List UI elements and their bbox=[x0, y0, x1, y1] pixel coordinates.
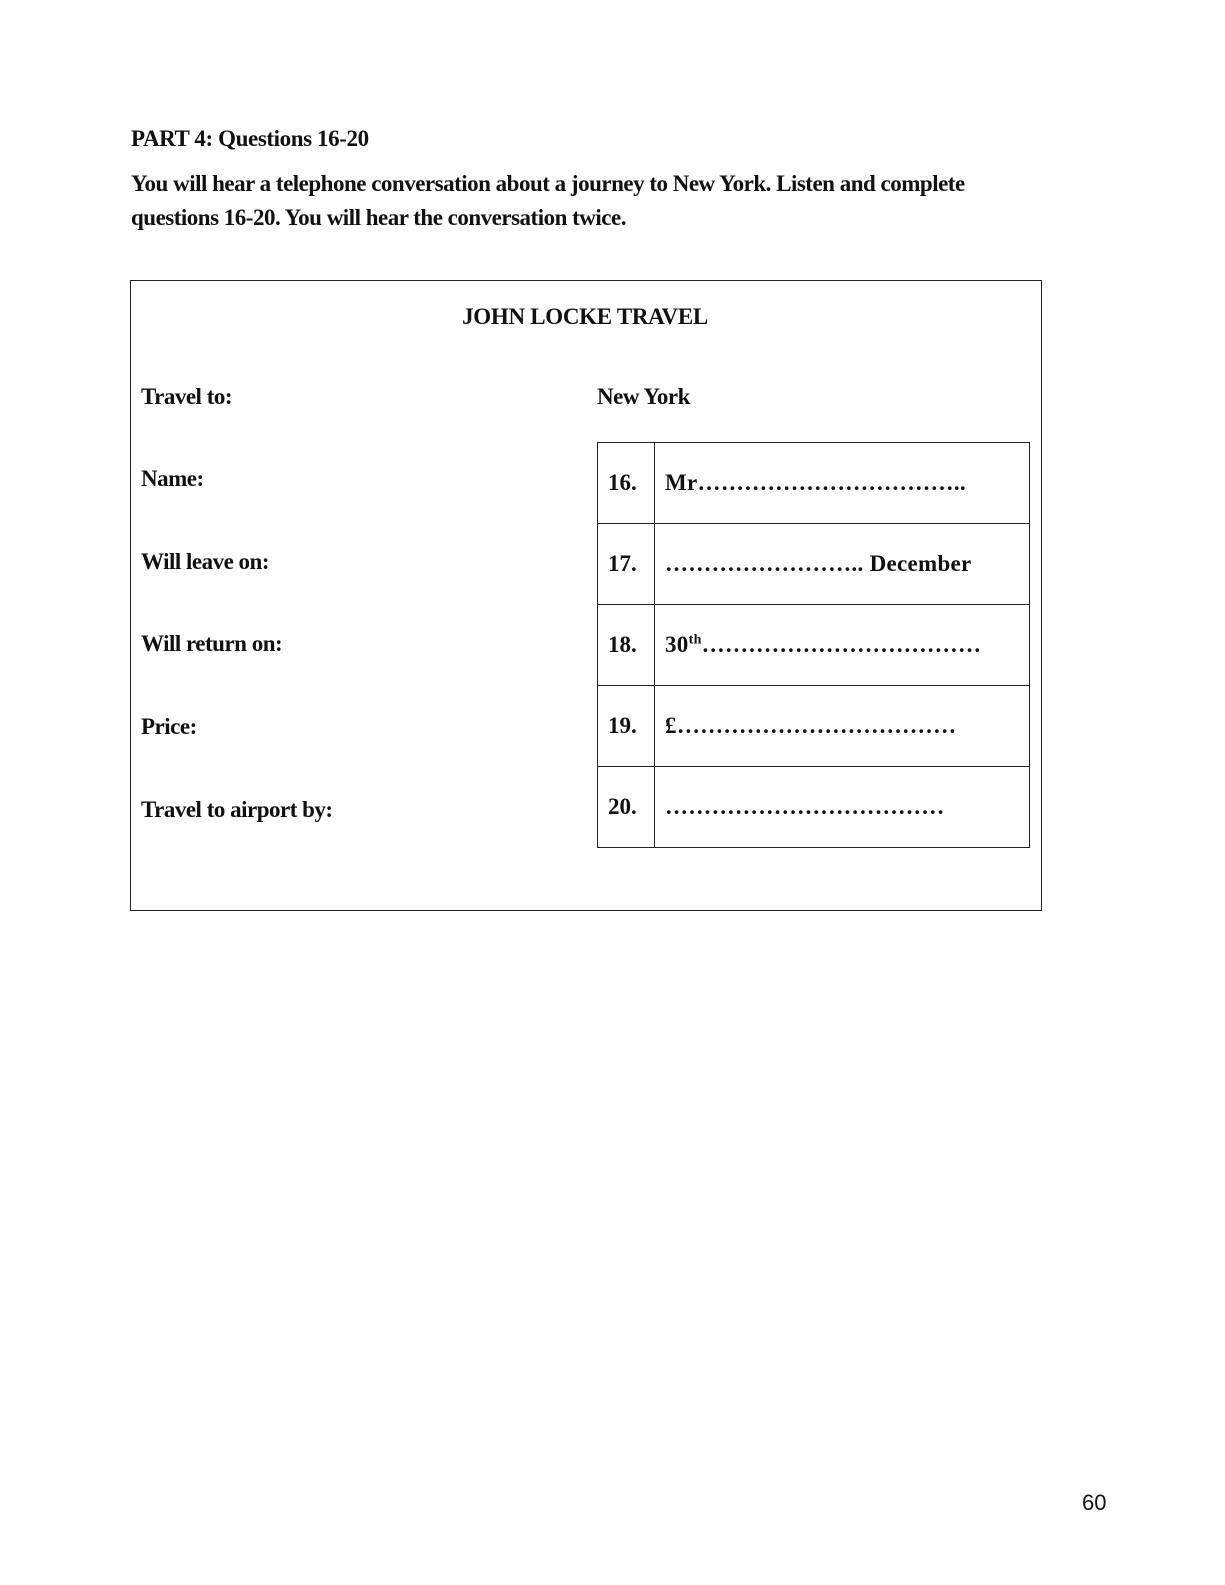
currency-symbol: £ bbox=[665, 713, 677, 738]
answer-field-return-date[interactable] bbox=[655, 605, 1030, 686]
answer-row-19 bbox=[598, 686, 1030, 767]
answer-prefix: Mr bbox=[665, 470, 698, 495]
question-number: 17. bbox=[598, 524, 655, 605]
answer-row-18 bbox=[598, 605, 1030, 686]
instructions bbox=[131, 167, 1051, 235]
answer-blank: …………………….. bbox=[665, 551, 870, 576]
travel-to-label: Travel to: bbox=[141, 384, 233, 409]
question-number: 16. bbox=[598, 443, 655, 524]
return-date-label: Will return on: bbox=[141, 631, 283, 656]
instruction-line-1: You will hear a telephone conversation about a journey to New York. Listen and complete bbox=[131, 171, 965, 196]
instruction-line-2: questions 16-20. You will hear the conversation twice. bbox=[131, 205, 626, 230]
name-label: Name: bbox=[141, 466, 204, 491]
answer-row-17 bbox=[598, 524, 1030, 605]
answer-row-16 bbox=[598, 443, 1030, 524]
question-number: 19. bbox=[598, 686, 655, 767]
answer-blank: …………………………….. bbox=[697, 470, 966, 495]
answer-prefix: 30 bbox=[665, 632, 689, 657]
travel-to-value: New York bbox=[597, 384, 690, 409]
part-heading: PART 4: Questions 16-20 bbox=[131, 126, 369, 151]
answer-field-transport[interactable] bbox=[655, 767, 1030, 848]
answer-blank: ……………………………… bbox=[701, 632, 982, 657]
form-title: JOHN LOCKE TRAVEL bbox=[462, 304, 708, 329]
price-label: Price: bbox=[141, 714, 197, 739]
answer-field-name[interactable] bbox=[655, 443, 1030, 524]
answer-row-20 bbox=[598, 767, 1030, 848]
question-number: 20. bbox=[598, 767, 655, 848]
answer-table bbox=[597, 442, 1030, 848]
answer-field-leave-date[interactable] bbox=[655, 524, 1030, 605]
answer-blank: ……………………………… bbox=[665, 794, 945, 819]
transport-label: Travel to airport by: bbox=[141, 797, 333, 822]
page-number: 60 bbox=[1082, 1490, 1107, 1515]
answer-suffix: December bbox=[869, 551, 972, 576]
answer-field-price[interactable] bbox=[655, 686, 1030, 767]
answer-blank: ……………………………… bbox=[676, 713, 957, 738]
ordinal-suffix: th bbox=[688, 632, 702, 648]
leave-date-label: Will leave on: bbox=[141, 549, 270, 574]
question-number: 18. bbox=[598, 605, 655, 686]
